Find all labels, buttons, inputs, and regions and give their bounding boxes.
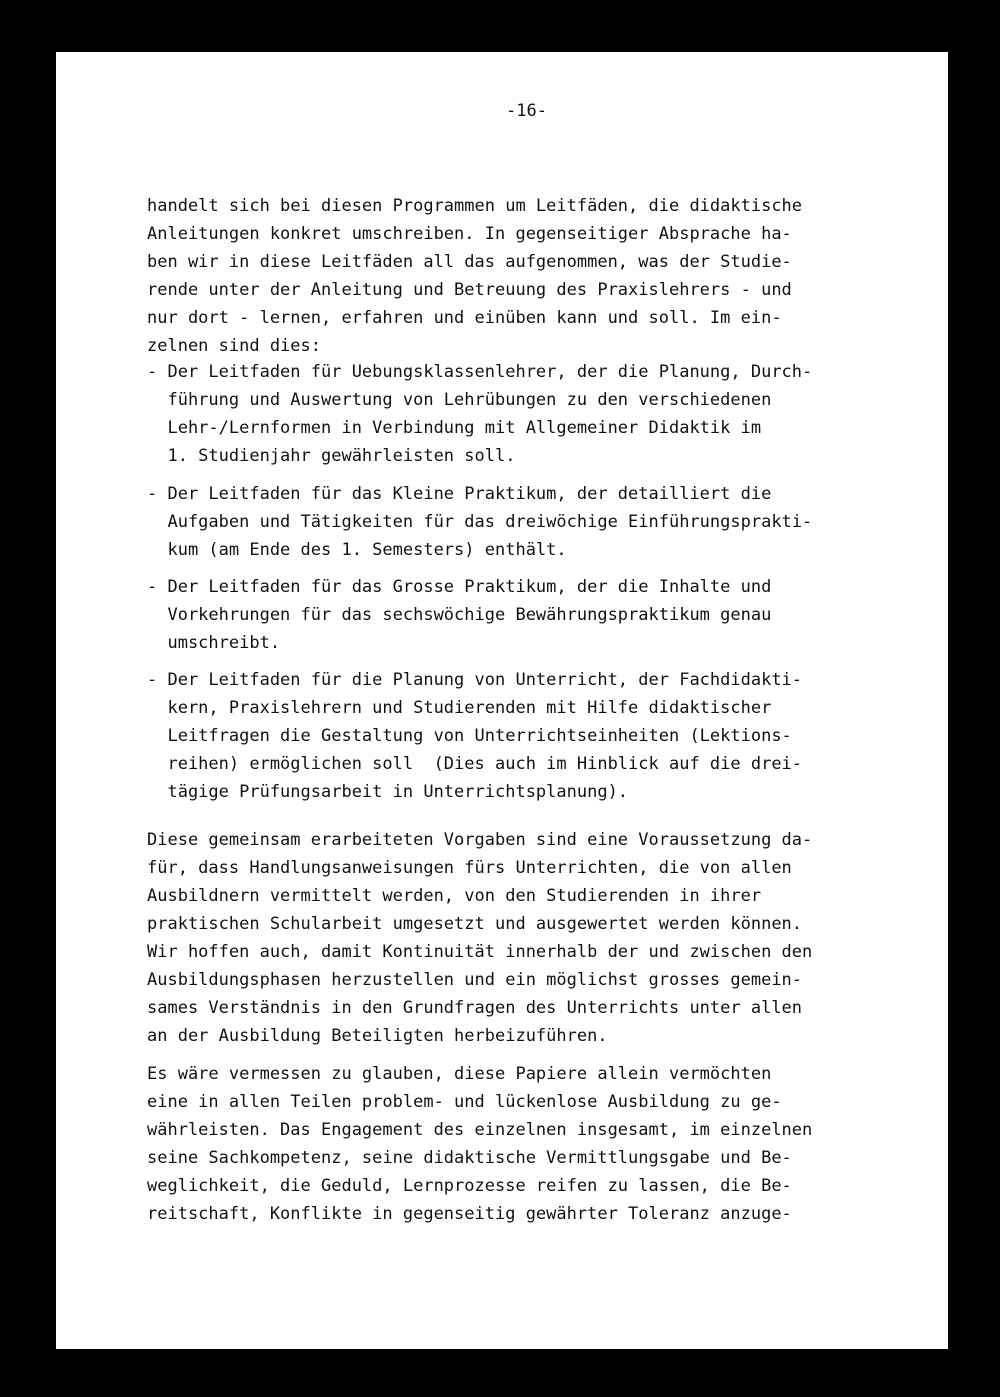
paragraph-vorgaben: Diese gemeinsam erarbeiteten Vorgaben sind eine Voraussetzung da- für, dass Handlungsanweisungen fürs Unterrichten, die von allen Ausbildnern vermittelt werden, von den Studierenden in ihrer praktischen Schularbeit umgesetzt und ausgewertet werden können. Wir hoffen auch, damit Kontinuität innerhalb der und zwischen den Ausbildungsphasen herzustellen und ein möglichst grosses gemein- sames Verständnis in den Grundfragen des Unterrichts unter allen an der Ausbildung Beteiligten herbeizuführen. [147, 830, 813, 1046]
list-item-planung-unterricht: - Der Leitfaden für die Planung von Unterricht, der Fachdidakti- kern, Praxislehrern und Studierenden mit Hilfe didaktischer Leitfragen die Gestaltung von Unterrichtseinheiten (Lektions- reihen) ermöglichen soll (Dies auch im Hinblick auf die drei- tägige Prüfungsarbeit in Unterrichtsplanung). [147, 670, 803, 802]
list-item-uebungsklassenlehrer: - Der Leitfaden für Uebungsklassenlehrer, der die Planung, Durch- führung und Auswertung von Lehrübungen zu den verschiedenen Lehr-/Lernformen in Verbindung mit Allgemeiner Didaktik im 1. Studienjahr gewährleisten soll. [147, 362, 813, 466]
page-number: -16- [506, 101, 547, 121]
paragraph-intro: handelt sich bei diesen Programmen um Leitfäden, die didaktische Anleitungen konkret umschreiben. In gegenseitiger Absprache ha- ben wir in diese Leitfäden all das aufgenommen, was der Studie- rende unter der Anleitung und Betreuung des Praxislehrers - und nur dort - lernen, erfahren und einüben kann und soll. Im ein- zelnen sind dies: [147, 196, 803, 356]
paragraph-schluss: Es wäre vermessen zu glauben, diese Papiere allein vermöchten eine in allen Teilen problem- und lückenlose Ausbildung zu ge- währleisten. Das Engagement des einzelnen insgesamt, im einzelnen seine Sachkompetenz, seine didaktische Vermittlungsgabe und Be- weglichkeit, die Geduld, Lernprozesse reifen zu lassen, die Be- reitschaft, Konflikte in gegenseitig gewährter Toleranz anzuge- [147, 1064, 813, 1224]
list-item-grosses-praktikum: - Der Leitfaden für das Grosse Praktikum, der die Inhalte und Vorkehrungen für das sechswöchige Bewährungspraktikum genau umschreibt. [147, 577, 772, 653]
document-page [56, 52, 948, 1349]
list-item-kleines-praktikum: - Der Leitfaden für das Kleine Praktikum, der detailliert die Aufgaben und Tätigkeiten für das dreiwöchige Einführungsprakti- kum (am Ende des 1. Semesters) enthält. [147, 484, 813, 560]
